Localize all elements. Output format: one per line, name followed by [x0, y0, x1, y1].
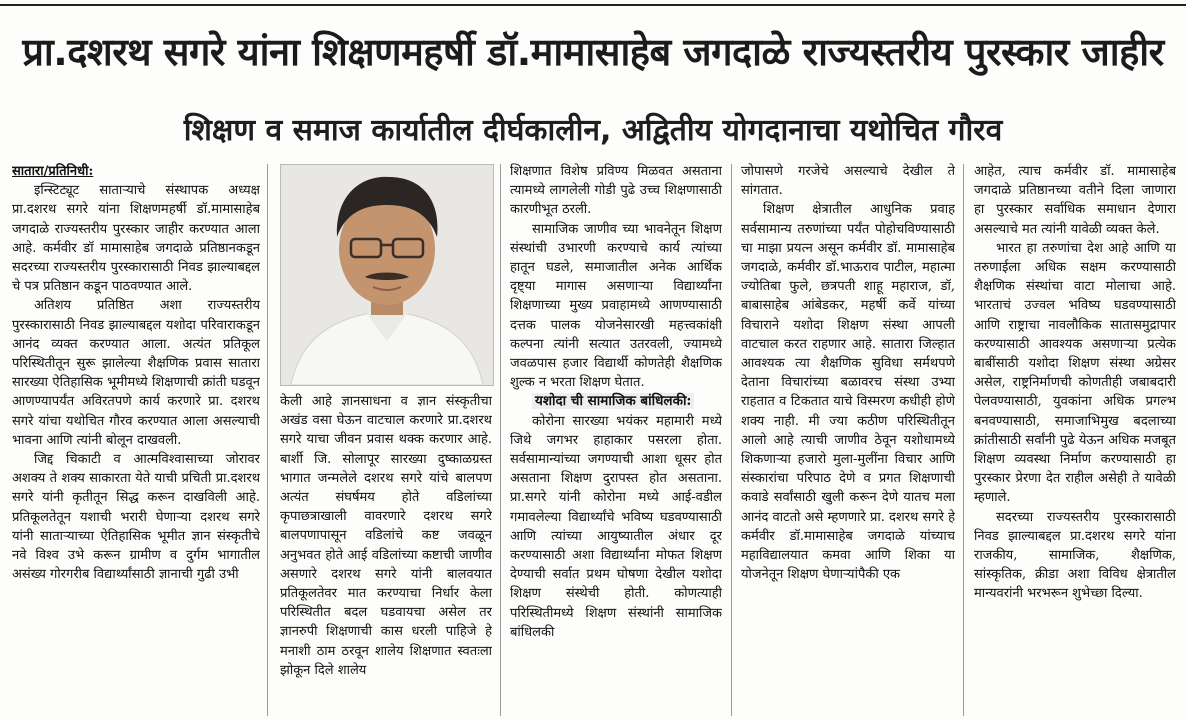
portrait-photo: [280, 164, 494, 386]
article-column-5: [974, 162, 1176, 716]
section-subheading: यशोदा ची सामाजिक बांधिलकी:: [510, 392, 722, 411]
paragraph: केली आहे ज्ञानसाधना व ज्ञान संस्कृतीचा अखंड वसा घेऊन वाटचाल करणारे प्रा.दशरथ सगरे याचा जीवन प्रवास थक्क करणार आहे. बार्शी जि. सोलापूर सारख्या दुष्काळग्रस्त भागात जन्मलेले दशरथ सगरे यांचे बालपण अत्यंत संघर्षमय होते वडिलांच्या कृपाछत्राखाली वावरणारे दशरथ सगरे बालपणापासून वडिलांचे कष्ट जवळून अनुभवत होते आई वडिलांच्या कष्टाची जाणीव असणारे दशरथ सगरे यांनी बालवयात प्रतिकूलतेवर मात करण्याचा निर्धार केला परिस्थितीत बदल घडवायचा असेल तर ज्ञानरुपी शिक्षणाची कास धरली पाहिजे हे मनाशी ठाम ठरवून शालेय शिक्षणात स्वतःला झोकून दिले शालेय: [280, 394, 492, 678]
paragraph: भारत हा तरुणांचा देश आहे आणि या तरुणाईला अधिक सक्षम करण्यासाठी शैक्षणिक संस्थांचा वाटा मोलाचा आहे. भारताचं उज्वल भविष्य घडवण्यासाठी आणि राष्ट्राचा नावलौकिक सातासमुद्रापार करण्यासाठी आवश्यक असणाऱ्या प्रत्येक बाबींसाठी यशोदा शिक्षण संस्था अग्रेसर असेल, राष्ट्रनिर्माणची कोणतीही जबाबदारी पेलवण्यासाठी, युवकांना अधिक प्रगल्भ बनवण्यासाठी, समाजाभिमुख बदलाच्या क्रांतीसाठी सर्वांनी पुढे येऊन अधिक मजबूत शिक्षण व्यवस्था निर्माण करण्यासाठी हा पुरस्कार प्रेरणा देत राहील असेही ते यावेळी म्हणाले.: [974, 240, 1176, 506]
portrait-illustration: [281, 165, 493, 385]
paragraph: जिद्द चिकाटी व आत्मविश्वासाच्या जोरावर अशक्य ते शक्य साकारता येते याची प्रचिती प्रा.दशरथ सगरे यांनी कृतीतून सिद्ध करून दाखविली आहे. प्रतिकूलतेतून यशाची भरारी घेणाऱ्या दशरथ सगरे यांनी साताऱ्याच्या ऐतिहासिक भूमीत ज्ञान संस्कृतीचे नवे विश्व उभे करून ग्रामीण व दुर्गम भागातील असंख्य गोरगरीब विद्यार्थ्यांसाठी ज्ञानाची गुढी उभी: [12, 452, 260, 583]
column-divider: [731, 164, 732, 716]
paragraph: अतिशय प्रतिष्ठित अशा राज्यस्तरीय पुरस्कारासाठी निवड झाल्याबद्दल यशोदा परिवाराकडून आनंद व्यक्त करण्यात आला. अत्यंत प्रतिकूल परिस्थितीतून सुरू झालेल्या शैक्षणिक प्रवास सातारा सारख्या ऐतिहासिक भूमीमध्ये शिक्षणाची क्रांती घडवून आणण्यापर्यंत अविरतपणे कार्य करणारे प्रा. दशरथ सगरे यांचा यथोचित गौरव करण्यात आला असल्याची भावना आणि त्यांनी बोलून दाखवली.: [12, 298, 260, 448]
paragraph: सामाजिक जाणीव च्या भावनेतून शिक्षण संस्थांची उभारणी करण्याचे कार्य त्यांच्या हातून घडले, समाजातील अनेक आर्थिक दृष्ट्या मागास असणाऱ्या विद्यार्थ्यांना शिक्षणाच्या मुख्य प्रवाहामध्ये आणण्यासाठी दत्तक पालक योजनेसारखी महत्त्वकांक्षी कल्पना त्यांनी सत्यात उतरवली, ज्यामध्ये जवळपास हजार विद्यार्थी कोणतेही शैक्षणिक शुल्क न भरता शिक्षण घेतात.: [510, 221, 722, 391]
column-divider: [267, 164, 268, 716]
article-column-1: [12, 162, 260, 716]
article-column-3: [510, 162, 722, 716]
paragraph: कोरोना सारख्या भयंकर महामारी मध्ये जिथे जगभर हाहाकार पसरला होता. सर्वसामान्यांच्या जगण्याची आशा धूसर होत असताना शिक्षण दुरापस्त होत असताना. प्रा.सगरे यांनी कोरोना मध्ये आई-वडील गमावलेल्या विद्यार्थ्यांचे भविष्य घडवण्यासाठी आणि त्यांच्या आयुष्यातील अंधार दूर करण्यासाठी अशा विद्यार्थ्यांना मोफत शिक्षण देण्याची सर्वात प्रथम घोषणा देखील यशोदा शिक्षण संस्थेची होती. कोणत्याही परिस्थितीमध्ये शिक्षण संस्थांनी सामाजिक बांधिलकी: [510, 413, 722, 640]
article-column-4: [741, 162, 955, 716]
paragraph: इन्स्टिट्यूट साताऱ्याचे संस्थापक अध्यक्ष प्रा.दशरथ सगरे यांना शिक्षणमहर्षी डॉ.मामासाहेब जगदाळे राज्यस्तरीय पुरस्कार जाहीर करण्यात आला आहे. कर्मवीर डॉ मामासाहेब जगदाळे प्रतिष्ठानकडून सदरच्या राज्यस्तरीय पुरस्कारासाठी निवड झाल्याबद्दल चे पत्र प्रतिष्ठान कडून पाठवण्यात आले.: [12, 183, 260, 295]
headline: प्रा.दशरथ सगरे यांना शिक्षणमहर्षी डॉ.मामासाहेब जगदाळे राज्यस्तरीय पुरस्कार जाहीर: [22, 30, 1164, 74]
article-column-2: [280, 392, 492, 716]
paragraph: शिक्षण क्षेत्रातील आधुनिक प्रवाह सर्वसामान्य तरुणांच्या पर्यंत पोहोचविण्यासाठी चा माझा प्रयत्न असून कर्मवीर डॉ. मामासाहेब जगदाळे, कर्मवीर डॉ.भाऊराव पाटील, महात्मा ज्योतिबा फुले, छत्रपती शाहू महाराज, डॉ, बाबासाहेब आंबेडकर, महर्षी कर्वे यांच्या विचाराने यशोदा शिक्षण संस्था आपली वाटचाल करत राहणार आहे. सातारा जिल्हात आवश्यक त्या शैक्षणिक सुविधा सर्मथपणे देताना विचारांच्या बळावरच संस्था उभ्या राहतात व टिकतात याचे विस्मरण कधीही होणे शक्य नाही. मी ज्या कठीण परिस्थितीतून आलो आहे त्याची जाणीव ठेवून यशोधामध्ये शिकणाऱ्या हजारो मुला-मुलींना विचार आणि संस्कारांचा परिपाठ देणे व प्रगत शिक्षणाची कवाडे सर्वांसाठी खुली करून देणे यातच मला आनंद वाटतो असे म्हणणारे प्रा. दशरथ सगरे हे कर्मवीर डॉ.मामासाहेब जगदाळे यांच्याच महाविद्यालयात कमवा आणि शिका या योजनेतून शिक्षण घेणाऱ्यांपैकी एक: [741, 202, 955, 583]
column-divider: [500, 164, 501, 716]
column-divider: [963, 164, 964, 716]
dateline: सातारा/प्रतिनिधी:: [12, 164, 94, 179]
top-rule: [0, 4, 1186, 6]
paragraph: आहेत, त्याच कर्मवीर डॉ. मामासाहेब जगदाळे प्रतिष्ठानच्या वतीने दिला जाणारा हा पुरस्कार सर्वाधिक समाधान देणारा असल्याचे मत त्यांनी यावेळी व्यक्त केले.: [974, 164, 1176, 237]
paragraph: सदरच्या राज्यस्तरीय पुरस्कारासाठी निवड झाल्याबद्दल प्रा.दशरथ सगरे यांना राजकीय, सामाजिक, शैक्षणिक, सांस्कृतिक, क्रीडा अशा विविध क्षेत्रातील मान्यवरांनी भरभरून शुभेच्छा दिल्या.: [974, 509, 1176, 602]
subheadline: शिक्षण व समाज कार्यातील दीर्घकालीन, अद्वितीय योगदानाचा यथोचित गौरव: [183, 113, 1003, 148]
paragraph: शिक्षणात विशेष प्रविण्य मिळवत असताना त्यामध्ये लागलेली गोडी पुढे उच्च शिक्षणासाठी कारणीभूत ठरली.: [510, 164, 722, 218]
paragraph: जोपासणे गरजेचे असल्याचे देखील ते सांगतात.: [741, 164, 955, 199]
